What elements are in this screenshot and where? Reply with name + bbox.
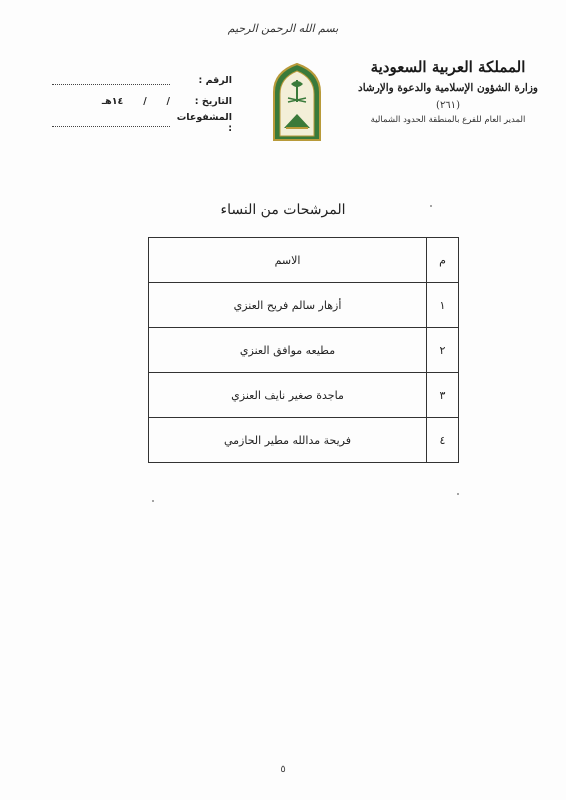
header-name: الاسم [149, 238, 427, 283]
document-title: المرشحات من النساء [220, 202, 346, 218]
scan-speck [152, 500, 154, 502]
row-num: ١ [427, 283, 459, 328]
number-label: الرقم : [198, 75, 232, 86]
attachments-row [52, 112, 232, 133]
branch-code: (٢٦١) [436, 100, 460, 111]
row-name: مطيعه موافق العنزي [149, 328, 427, 373]
page-number: ٥ [280, 764, 286, 775]
table-row [149, 283, 459, 328]
reference-fields [52, 70, 232, 133]
row-num: ٣ [427, 373, 459, 418]
kingdom-name: المملكة العربية السعودية [370, 58, 526, 76]
candidates-table [148, 237, 459, 463]
row-num: ٤ [427, 418, 459, 463]
scan-speck [430, 205, 432, 207]
date-value: / / ١٤هـ [101, 96, 170, 107]
table-row [149, 328, 459, 373]
scan-speck [457, 493, 459, 495]
branch-name: المدير العام للفرع بالمنطقة الحدود الشمالية [370, 115, 526, 125]
attachments-field [52, 118, 170, 127]
ministry-emblem-icon [270, 62, 324, 142]
table-row [149, 418, 459, 463]
row-num: ٢ [427, 328, 459, 373]
row-name: فريحة مدالله مطير الحازمي [149, 418, 427, 463]
table-row [149, 373, 459, 418]
letterhead-title-block [348, 58, 548, 125]
date-row [52, 91, 232, 112]
bismillah-text: بسم الله الرحمن الرحيم [227, 22, 339, 35]
table-header-row [149, 238, 459, 283]
header-num: م [427, 238, 459, 283]
row-name: ماجدة صغير نايف العنزي [149, 373, 427, 418]
number-field [52, 76, 170, 85]
row-name: أزهار سالم فريح العنزي [149, 283, 427, 328]
number-row [52, 70, 232, 91]
attachments-label: المشفوعات : [176, 111, 232, 134]
ministry-name: وزارة الشؤون الإسلامية والدعوة والإرشاد [358, 82, 538, 94]
date-label: التاريخ : [194, 96, 232, 107]
